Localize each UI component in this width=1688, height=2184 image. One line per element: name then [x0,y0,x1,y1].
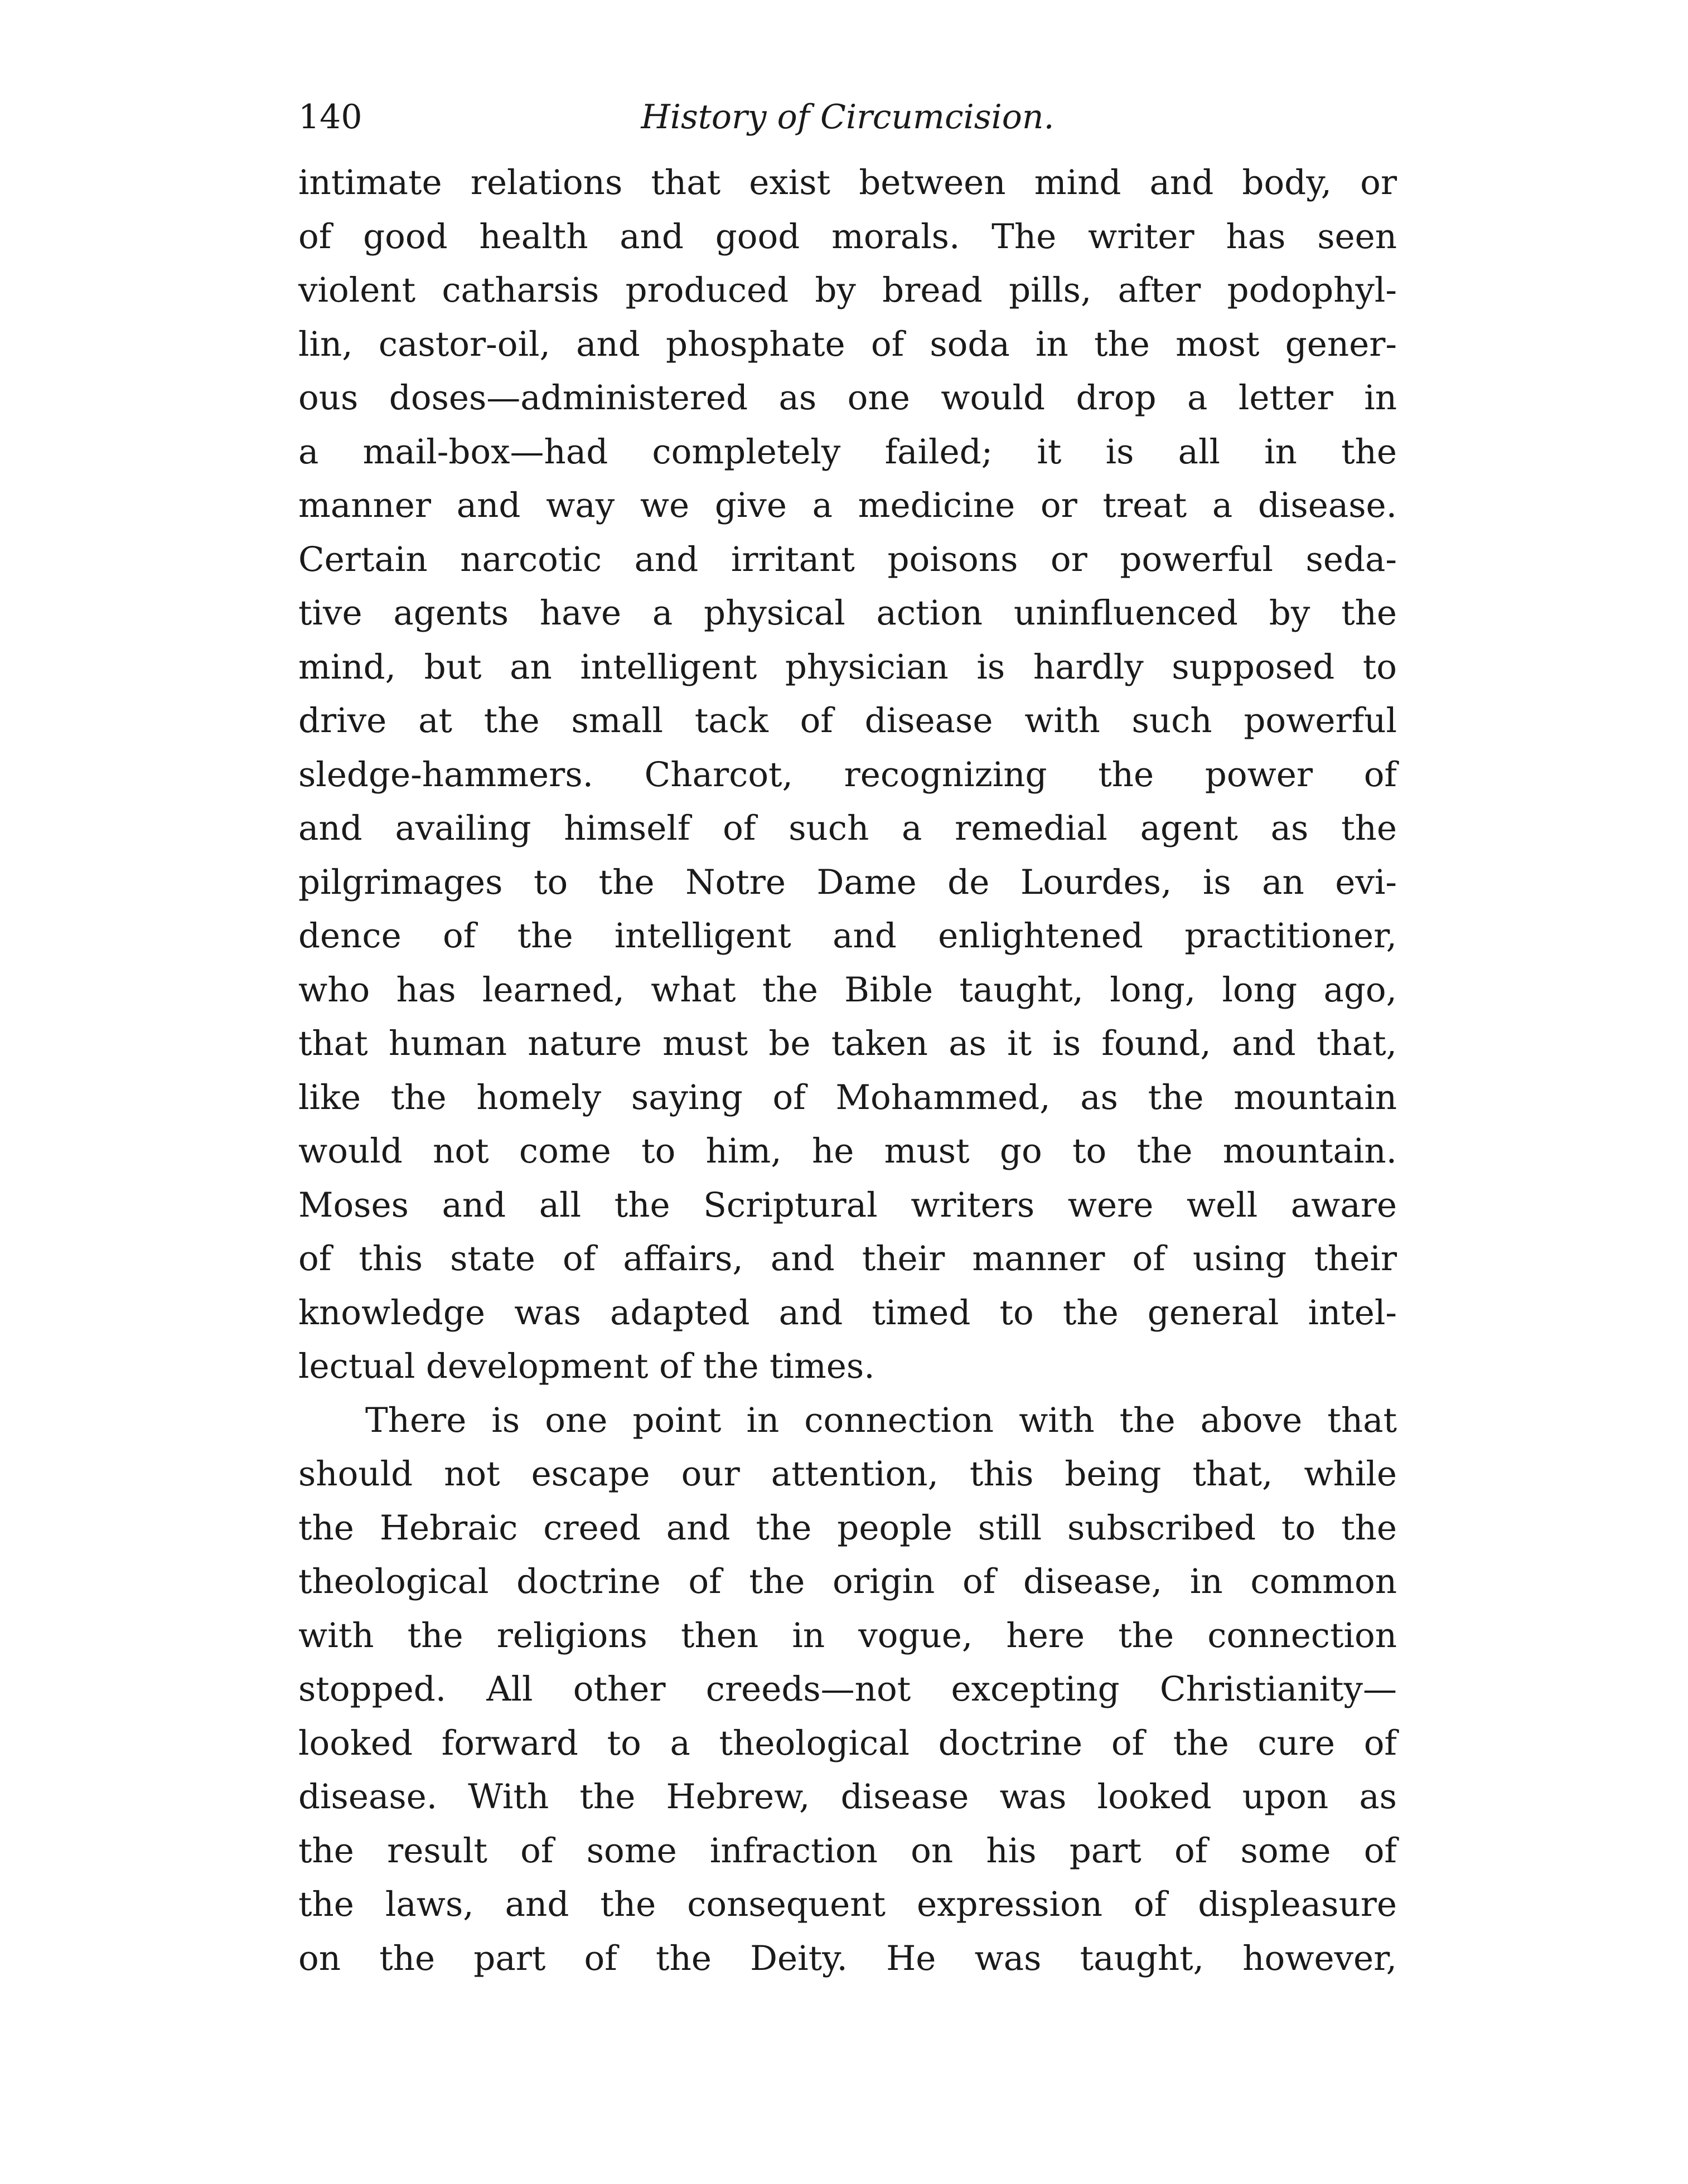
text-line: knowledge was adapted and timed to the general intel- [298,1292,1397,1333]
running-title: History of Circumcision. [641,98,1055,137]
body-text [298,156,1397,1986]
text-line: disease. With the Hebrew, disease was looked upon as [298,1777,1397,1817]
text-line: manner and way we give a medicine or treat a disease. [298,486,1397,525]
text-line: lectual development of the times. [298,1347,875,1386]
text-line: the Hebraic creed and the people still subscribed to the [298,1508,1397,1548]
text-line: mind, but an intelligent physician is hardly supposed to [298,647,1397,687]
text-line: pilgrimages to the Notre Dame de Lourdes, is an evi- [298,862,1397,902]
page-number: 140 [298,98,362,137]
text-line: violent catharsis produced by bread pills, after podophyl- [298,270,1397,310]
text-line: who has learned, what the Bible taught, long, long ago, [298,970,1397,1010]
text-line: a mail-box—had completely failed; it is all in the [298,432,1397,472]
text-line: would not come to him, he must go to the mountain. [298,1131,1397,1171]
text-line: lin, castor-oil, and phosphate of soda in the most gener- [298,324,1397,364]
paragraph-1 [298,156,1397,1394]
text-line: and availing himself of such a remedial agent as the [298,808,1397,848]
text-line: should not escape our attention, this being that, while [298,1454,1397,1494]
text-line: dence of the intelligent and enlightened practitioner, [298,916,1397,956]
text-line: with the religions then in vogue, here the connection [298,1615,1397,1655]
running-head [298,84,1397,151]
book-page [298,84,1397,1986]
text-line: looked forward to a theological doctrine of the cure of [298,1723,1397,1763]
text-line: drive at the small tack of disease with such powerful [298,701,1397,740]
text-line: on the part of the Deity. He was taught, however, [298,1938,1397,1978]
text-line: of good health and good morals. The writer has seen [298,216,1397,256]
text-line: stopped. All other creeds—not excepting Christianity— [298,1669,1397,1709]
paragraph-2 [298,1394,1397,1986]
text-line: Moses and all the Scriptural writers were well aware [298,1185,1397,1225]
text-line: that human nature must be taken as it is found, and that, [298,1024,1397,1063]
text-line: ous doses—administered as one would drop a letter in [298,378,1397,418]
text-line: tive agents have a physical action uninfluenced by the [298,593,1397,633]
text-line: the result of some infraction on his part of some of [298,1831,1397,1871]
text-line: Certain narcotic and irritant poisons or powerful seda- [298,539,1397,579]
text-line: There is one point in connection with the above that [365,1400,1397,1440]
text-line: the laws, and the consequent expression of displeasure [298,1885,1397,1924]
text-line: intimate relations that exist between mind and body, or [298,163,1397,202]
text-line: sledge-hammers. Charcot, recognizing the power of [298,754,1397,795]
text-line: of this state of affairs, and their manner of using their [298,1239,1397,1279]
text-line: like the homely saying of Mohammed, as the mountain [298,1077,1397,1117]
text-line: theological doctrine of the origin of disease, in common [298,1562,1397,1601]
